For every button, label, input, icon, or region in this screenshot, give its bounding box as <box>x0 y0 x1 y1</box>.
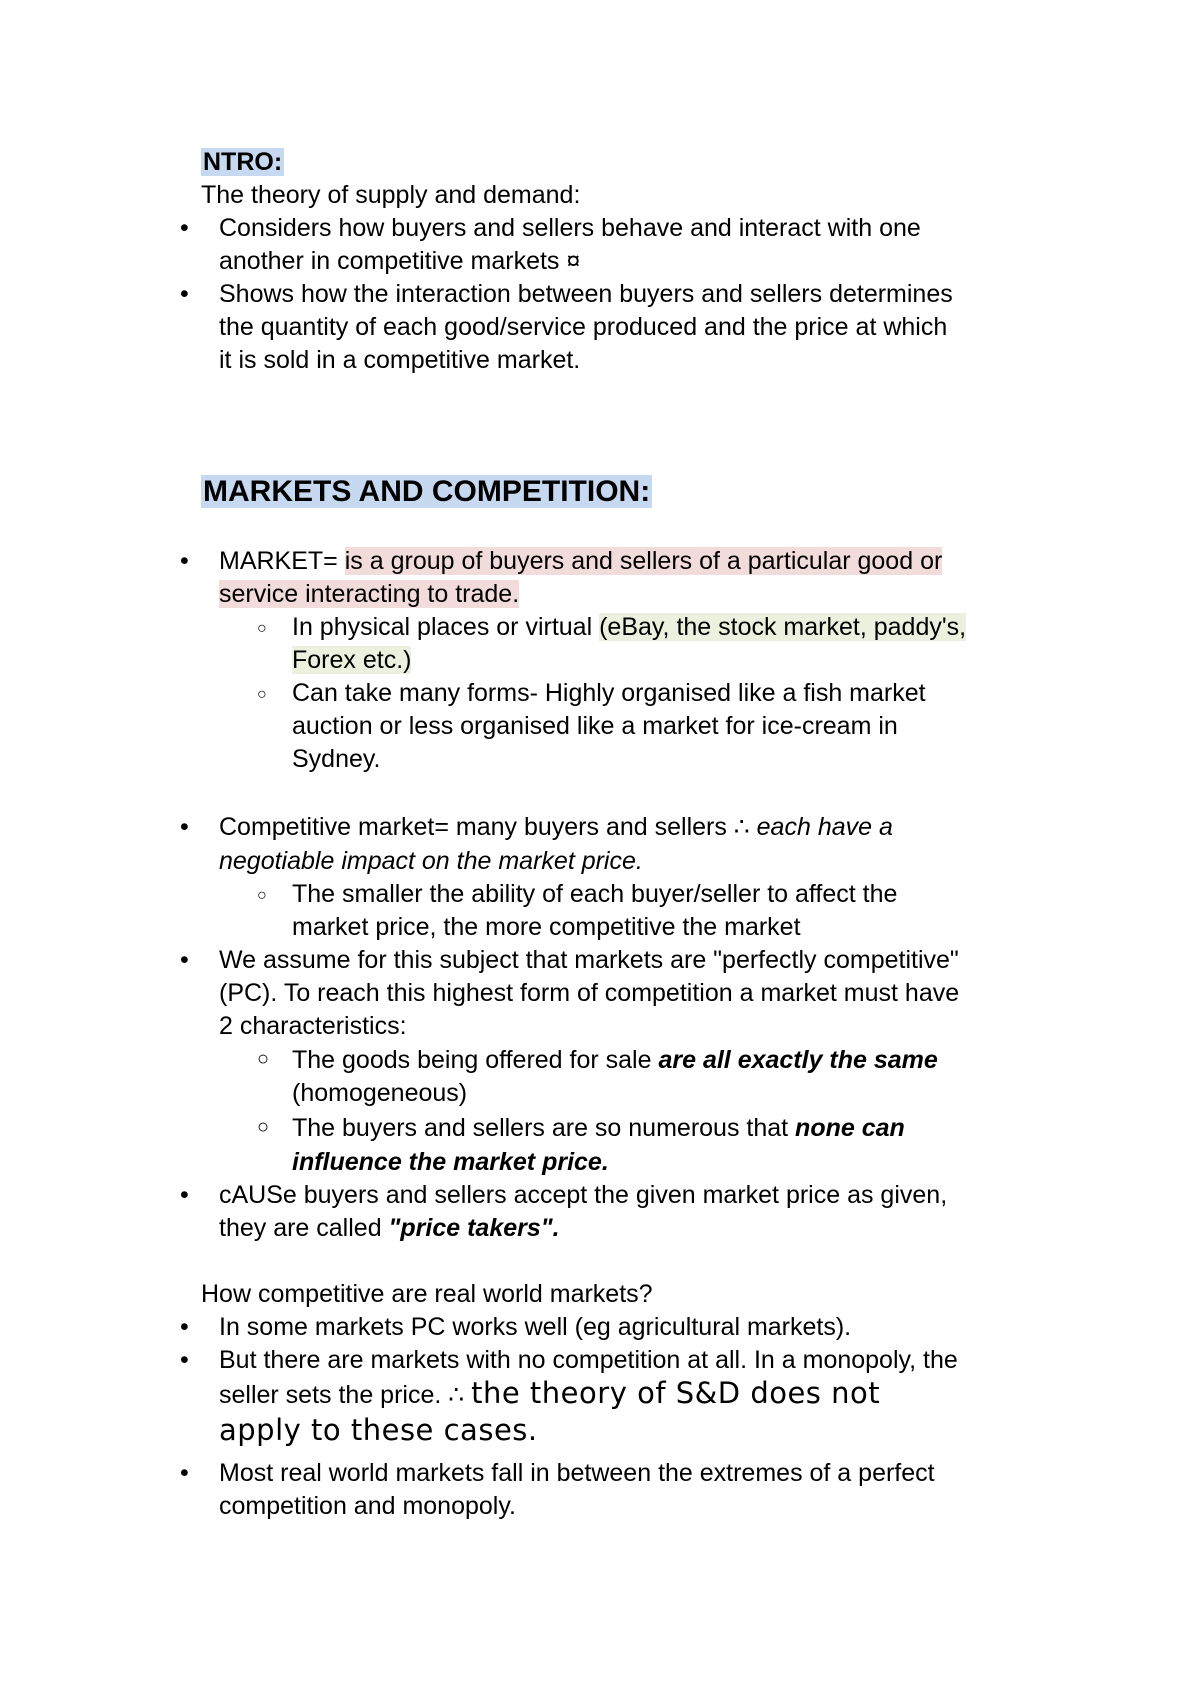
intro-bullet-2-line-3: it is sold in a competitive market. <box>219 346 581 374</box>
intro-bullet-2-line-2: the quantity of each good/service produced and the price at which <box>219 313 948 341</box>
pc-line-2: (PC). To reach this highest form of competition a market must have <box>219 979 960 1007</box>
market-sub-1-line-1: In physical places or virtual (eBay, the stock market, paddy's, <box>292 613 967 641</box>
market-sub-2-line-3: Sydney. <box>292 745 381 773</box>
sub-bullet-glyph: ○ <box>257 887 267 904</box>
real-world-bullet-3-line-2: competition and monopoly. <box>219 1492 516 1520</box>
market-sub-1-line-2: Forex etc.) <box>292 646 412 674</box>
intro-lead: The theory of supply and demand: <box>201 181 581 209</box>
pc-characteristic-1-line-1: The goods being offered for sale are all exactly the same <box>292 1046 938 1074</box>
bullet-glyph: • <box>180 1459 189 1487</box>
pc-line-3: 2 characteristics: <box>219 1012 407 1040</box>
intro-heading: NTRO: <box>203 148 283 176</box>
real-world-bullet-2-line-3: apply to these cases. <box>219 1413 538 1447</box>
bullet-glyph: • <box>180 1181 189 1209</box>
competitive-sub-line-2: market price, the more competitive the market <box>292 913 801 941</box>
market-sub-2-line-1: Can take many forms- Highly organised like a fish market <box>292 679 926 707</box>
intro-bullet-1-line-1: Considers how buyers and sellers behave and interact with one <box>219 214 921 242</box>
market-sub-2-line-2: auction or less organised like a market for ice-cream in <box>292 712 898 740</box>
bullet-glyph: • <box>180 280 189 308</box>
bullet-glyph: • <box>180 1313 189 1341</box>
real-world-bullet-2-line-1: But there are markets with no competition at all. In a monopoly, the <box>219 1346 958 1374</box>
price-takers-line-2: they are called "price takers". <box>219 1214 560 1242</box>
sub-bullet-glyph: ○ <box>257 1048 270 1070</box>
markets-heading: MARKETS AND COMPETITION: <box>203 475 651 508</box>
price-takers-line-1: cAUSe buyers and sellers accept the given market price as given, <box>219 1181 948 1209</box>
competitive-market-line-2: negotiable impact on the market price. <box>219 847 643 875</box>
intro-bullet-2-line-1: Shows how the interaction between buyers and sellers determines <box>219 280 953 308</box>
competitive-market-line-1: Competitive market= many buyers and sellers ∴ each have a <box>219 813 893 841</box>
real-world-bullet-2-line-2: seller sets the price. ∴ the theory of S&D does not <box>219 1376 881 1410</box>
bullet-glyph: • <box>180 946 189 974</box>
sub-bullet-glyph: ○ <box>257 620 267 637</box>
pc-characteristic-2-line-1: The buyers and sellers are so numerous that none can <box>292 1114 905 1142</box>
bullet-glyph: • <box>180 214 189 242</box>
bullet-glyph: • <box>180 1346 189 1374</box>
competitive-sub-line-1: The smaller the ability of each buyer/seller to affect the <box>292 880 898 908</box>
sub-bullet-glyph: ○ <box>257 1116 270 1138</box>
sub-bullet-glyph: ○ <box>257 686 267 703</box>
pc-line-1: We assume for this subject that markets are "perfectly competitive" <box>219 946 959 974</box>
intro-bullet-1-line-2: another in competitive markets ¤ <box>219 247 581 275</box>
real-world-bullet-1: In some markets PC works well (eg agricultural markets). <box>219 1313 852 1341</box>
market-definition-line-2: service interacting to trade. <box>219 580 520 608</box>
pc-characteristic-2-line-2: influence the market price. <box>292 1148 609 1176</box>
real-world-bullet-3-line-1: Most real world markets fall in between the extremes of a perfect <box>219 1459 935 1487</box>
market-definition-line-1: MARKET= is a group of buyers and sellers of a particular good or <box>219 547 943 575</box>
pc-characteristic-1-line-2: (homogeneous) <box>292 1079 468 1107</box>
real-world-question: How competitive are real world markets? <box>201 1280 653 1308</box>
bullet-glyph: • <box>180 547 189 575</box>
bullet-glyph: • <box>180 813 189 841</box>
